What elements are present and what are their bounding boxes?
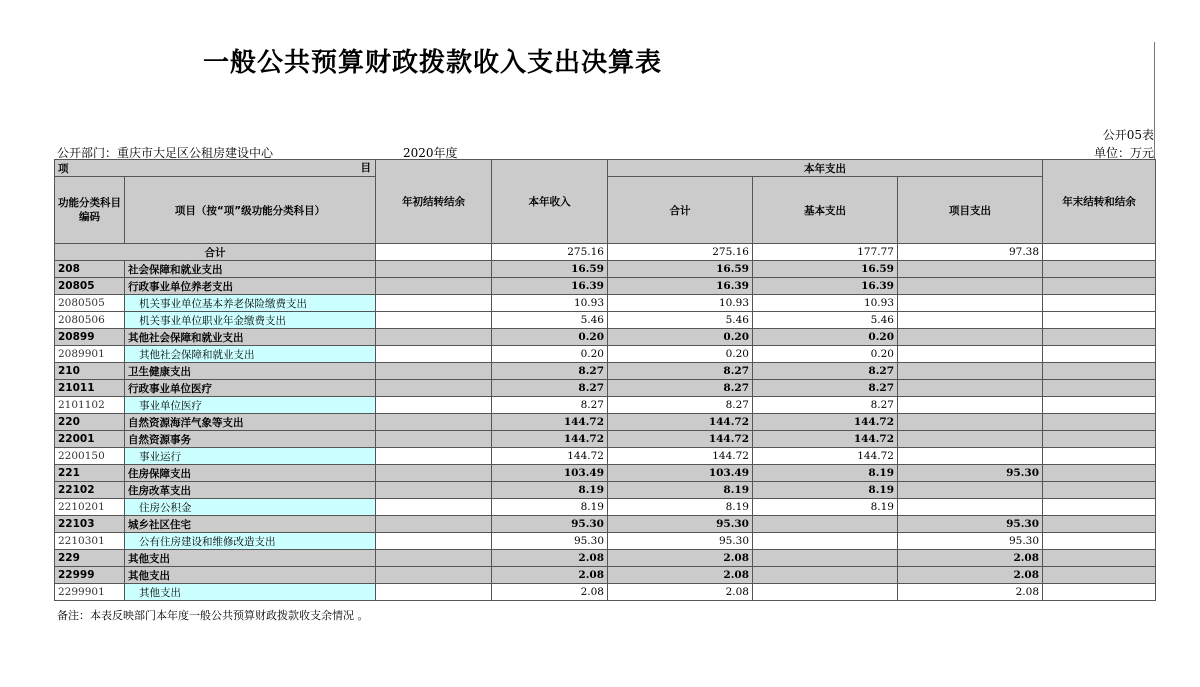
cell-ending — [1043, 397, 1156, 414]
cell-project — [898, 397, 1043, 414]
cell-code: 22001 — [55, 431, 125, 448]
cell-income: 2.08 — [492, 550, 608, 567]
table-row — [55, 295, 1156, 312]
cell-name: 自然资源事务 — [125, 431, 376, 448]
year-label: 2020年度 — [403, 146, 458, 160]
cell-basic: 8.27 — [753, 397, 898, 414]
cell-ending — [1043, 465, 1156, 482]
header-expense-group: 本年支出 — [608, 160, 1043, 177]
cell-ending — [1043, 261, 1156, 278]
cell-project: 95.30 — [898, 516, 1043, 533]
table-row — [55, 397, 1156, 414]
cell-income: 10.93 — [492, 295, 608, 312]
cell-total: 144.72 — [608, 414, 753, 431]
cell-total: 2.08 — [608, 567, 753, 584]
cell-beginning — [376, 516, 492, 533]
cell-total: 16.59 — [608, 261, 753, 278]
header-name: 项目（按“项”级功能分类科目） — [125, 177, 376, 244]
department-label: 公开部门：重庆市大足区公租房建设中心 — [57, 146, 274, 160]
cell-basic: 8.19 — [753, 499, 898, 516]
cell-total: 144.72 — [608, 431, 753, 448]
cell-ending — [1043, 329, 1156, 346]
cell-income: 8.27 — [492, 397, 608, 414]
cell-beginning — [376, 533, 492, 550]
cell-name: 其他支出 — [125, 584, 376, 601]
cell-project — [898, 312, 1043, 329]
cell-code: 20899 — [55, 329, 125, 346]
table-row — [55, 448, 1156, 465]
cell-project — [898, 448, 1043, 465]
cell-ending — [1043, 516, 1156, 533]
cell-code: 2210201 — [55, 499, 125, 516]
budget-table — [54, 159, 1156, 601]
cell-total: 0.20 — [608, 346, 753, 363]
cell-basic: 177.77 — [753, 244, 898, 261]
cell-beginning — [376, 380, 492, 397]
footnote: 备注：本表反映部门本年度一般公共预算财政拨款收支余情况 。 — [57, 609, 369, 622]
cell-basic — [753, 584, 898, 601]
cell-name: 行政事业单位医疗 — [125, 380, 376, 397]
cell-basic: 0.20 — [753, 329, 898, 346]
cell-project: 2.08 — [898, 567, 1043, 584]
cell-basic: 8.19 — [753, 482, 898, 499]
cell-total: 8.27 — [608, 397, 753, 414]
cell-basic: 10.93 — [753, 295, 898, 312]
header-ending: 年末结转和结余 — [1043, 160, 1156, 244]
cell-beginning — [376, 329, 492, 346]
page-edge-line — [1154, 42, 1155, 162]
cell-basic: 144.72 — [753, 414, 898, 431]
cell-project — [898, 363, 1043, 380]
cell-income: 8.27 — [492, 380, 608, 397]
cell-beginning — [376, 584, 492, 601]
cell-basic: 144.72 — [753, 431, 898, 448]
cell-ending — [1043, 346, 1156, 363]
cell-total: 8.19 — [608, 499, 753, 516]
cell-project — [898, 414, 1043, 431]
cell-income: 95.30 — [492, 516, 608, 533]
cell-beginning — [376, 295, 492, 312]
cell-income: 0.20 — [492, 329, 608, 346]
cell-ending — [1043, 567, 1156, 584]
cell-name: 住房改革支出 — [125, 482, 376, 499]
cell-name: 机关事业单位职业年金缴费支出 — [125, 312, 376, 329]
cell-basic — [753, 567, 898, 584]
header-basic: 基本支出 — [753, 177, 898, 244]
cell-income: 8.19 — [492, 482, 608, 499]
cell-project: 95.30 — [898, 533, 1043, 550]
unit-label: 单位：万元 — [1093, 146, 1154, 160]
cell-income: 2.08 — [492, 584, 608, 601]
cell-project — [898, 431, 1043, 448]
cell-code: 2200150 — [55, 448, 125, 465]
cell-name: 社会保障和就业支出 — [125, 261, 376, 278]
cell-name: 其他支出 — [125, 550, 376, 567]
cell-income: 95.30 — [492, 533, 608, 550]
cell-basic — [753, 550, 898, 567]
cell-income: 144.72 — [492, 414, 608, 431]
cell-code: 22102 — [55, 482, 125, 499]
cell-total: 16.39 — [608, 278, 753, 295]
cell-project — [898, 499, 1043, 516]
page-title: 一般公共预算财政拨款收入支出决算表 — [203, 48, 663, 78]
cell-project — [898, 295, 1043, 312]
cell-name: 行政事业单位养老支出 — [125, 278, 376, 295]
cell-income: 5.46 — [492, 312, 608, 329]
cell-beginning — [376, 414, 492, 431]
cell-basic — [753, 533, 898, 550]
header-item-suffix: 目 — [360, 162, 371, 174]
cell-ending — [1043, 431, 1156, 448]
cell-name: 城乡社区住宅 — [125, 516, 376, 533]
table-row — [55, 533, 1156, 550]
cell-project: 97.38 — [898, 244, 1043, 261]
form-id: 公开05表 — [1102, 128, 1154, 142]
cell-project — [898, 482, 1043, 499]
cell-project — [898, 346, 1043, 363]
cell-income: 144.72 — [492, 448, 608, 465]
cell-basic: 144.72 — [753, 448, 898, 465]
table-row — [55, 312, 1156, 329]
cell-ending — [1043, 499, 1156, 516]
cell-code: 2080505 — [55, 295, 125, 312]
cell-name: 其他支出 — [125, 567, 376, 584]
cell-project: 95.30 — [898, 465, 1043, 482]
table-row — [55, 414, 1156, 431]
cell-beginning — [376, 448, 492, 465]
cell-name: 事业运行 — [125, 448, 376, 465]
cell-project: 2.08 — [898, 584, 1043, 601]
total-label: 合计 — [55, 244, 376, 261]
cell-name: 公有住房建设和维修改造支出 — [125, 533, 376, 550]
table-row — [55, 380, 1156, 397]
table-row — [55, 465, 1156, 482]
cell-code: 22999 — [55, 567, 125, 584]
cell-basic: 16.39 — [753, 278, 898, 295]
cell-basic: 5.46 — [753, 312, 898, 329]
header-beginning: 年初结转结余 — [376, 160, 492, 244]
cell-code: 21011 — [55, 380, 125, 397]
cell-ending — [1043, 482, 1156, 499]
table-row — [55, 431, 1156, 448]
cell-name: 事业单位医疗 — [125, 397, 376, 414]
cell-basic: 8.27 — [753, 363, 898, 380]
cell-total: 5.46 — [608, 312, 753, 329]
cell-code: 220 — [55, 414, 125, 431]
header-code: 功能分类科目编码 — [55, 177, 125, 244]
cell-ending — [1043, 244, 1156, 261]
table-body — [55, 244, 1156, 601]
cell-project — [898, 278, 1043, 295]
cell-income: 8.27 — [492, 363, 608, 380]
cell-total: 95.30 — [608, 516, 753, 533]
cell-basic: 0.20 — [753, 346, 898, 363]
cell-ending — [1043, 363, 1156, 380]
cell-basic — [753, 516, 898, 533]
cell-project — [898, 380, 1043, 397]
cell-code: 2080506 — [55, 312, 125, 329]
header-item-prefix: 项 — [58, 162, 69, 175]
cell-beginning — [376, 465, 492, 482]
table-row — [55, 550, 1156, 567]
cell-code: 208 — [55, 261, 125, 278]
table-header — [55, 160, 1156, 244]
cell-name: 住房保障支出 — [125, 465, 376, 482]
cell-total: 2.08 — [608, 550, 753, 567]
table-row — [55, 329, 1156, 346]
cell-beginning — [376, 397, 492, 414]
cell-total: 95.30 — [608, 533, 753, 550]
cell-beginning — [376, 346, 492, 363]
cell-income: 0.20 — [492, 346, 608, 363]
cell-basic: 8.27 — [753, 380, 898, 397]
cell-basic: 8.19 — [753, 465, 898, 482]
cell-ending — [1043, 278, 1156, 295]
cell-basic: 16.59 — [753, 261, 898, 278]
cell-ending — [1043, 533, 1156, 550]
cell-project: 2.08 — [898, 550, 1043, 567]
cell-code: 2299901 — [55, 584, 125, 601]
cell-total: 275.16 — [608, 244, 753, 261]
cell-code: 22103 — [55, 516, 125, 533]
cell-total: 2.08 — [608, 584, 753, 601]
table-row — [55, 567, 1156, 584]
cell-beginning — [376, 431, 492, 448]
cell-ending — [1043, 295, 1156, 312]
cell-beginning — [376, 567, 492, 584]
cell-total: 0.20 — [608, 329, 753, 346]
cell-project — [898, 329, 1043, 346]
table-row — [55, 278, 1156, 295]
cell-income: 16.39 — [492, 278, 608, 295]
cell-name: 住房公积金 — [125, 499, 376, 516]
cell-beginning — [376, 312, 492, 329]
header-item — [55, 160, 376, 177]
table-row — [55, 482, 1156, 499]
cell-total: 8.27 — [608, 380, 753, 397]
table-row — [55, 363, 1156, 380]
cell-code: 210 — [55, 363, 125, 380]
total-row — [55, 244, 1156, 261]
cell-beginning — [376, 261, 492, 278]
cell-name: 其他社会保障和就业支出 — [125, 346, 376, 363]
cell-name: 自然资源海洋气象等支出 — [125, 414, 376, 431]
header-income: 本年收入 — [492, 160, 608, 244]
cell-total: 10.93 — [608, 295, 753, 312]
cell-ending — [1043, 448, 1156, 465]
cell-name: 其他社会保障和就业支出 — [125, 329, 376, 346]
cell-ending — [1043, 312, 1156, 329]
header-project: 项目支出 — [898, 177, 1043, 244]
cell-income: 16.59 — [492, 261, 608, 278]
cell-beginning — [376, 499, 492, 516]
cell-ending — [1043, 550, 1156, 567]
cell-income: 103.49 — [492, 465, 608, 482]
table-row — [55, 584, 1156, 601]
cell-code: 2089901 — [55, 346, 125, 363]
cell-beginning — [376, 244, 492, 261]
table-row — [55, 516, 1156, 533]
cell-code: 221 — [55, 465, 125, 482]
cell-project — [898, 261, 1043, 278]
cell-beginning — [376, 482, 492, 499]
table-row — [55, 261, 1156, 278]
table-row — [55, 499, 1156, 516]
cell-income: 144.72 — [492, 431, 608, 448]
cell-total: 8.19 — [608, 482, 753, 499]
cell-ending — [1043, 380, 1156, 397]
cell-total: 103.49 — [608, 465, 753, 482]
cell-ending — [1043, 414, 1156, 431]
cell-name: 机关事业单位基本养老保险缴费支出 — [125, 295, 376, 312]
cell-code: 2210301 — [55, 533, 125, 550]
cell-total: 144.72 — [608, 448, 753, 465]
cell-ending — [1043, 584, 1156, 601]
cell-code: 20805 — [55, 278, 125, 295]
cell-beginning — [376, 278, 492, 295]
cell-total: 8.27 — [608, 363, 753, 380]
cell-beginning — [376, 550, 492, 567]
cell-name: 卫生健康支出 — [125, 363, 376, 380]
cell-income: 275.16 — [492, 244, 608, 261]
cell-code: 229 — [55, 550, 125, 567]
cell-beginning — [376, 363, 492, 380]
cell-income: 8.19 — [492, 499, 608, 516]
header-total: 合计 — [608, 177, 753, 244]
cell-income: 2.08 — [492, 567, 608, 584]
table-row — [55, 346, 1156, 363]
cell-code: 2101102 — [55, 397, 125, 414]
